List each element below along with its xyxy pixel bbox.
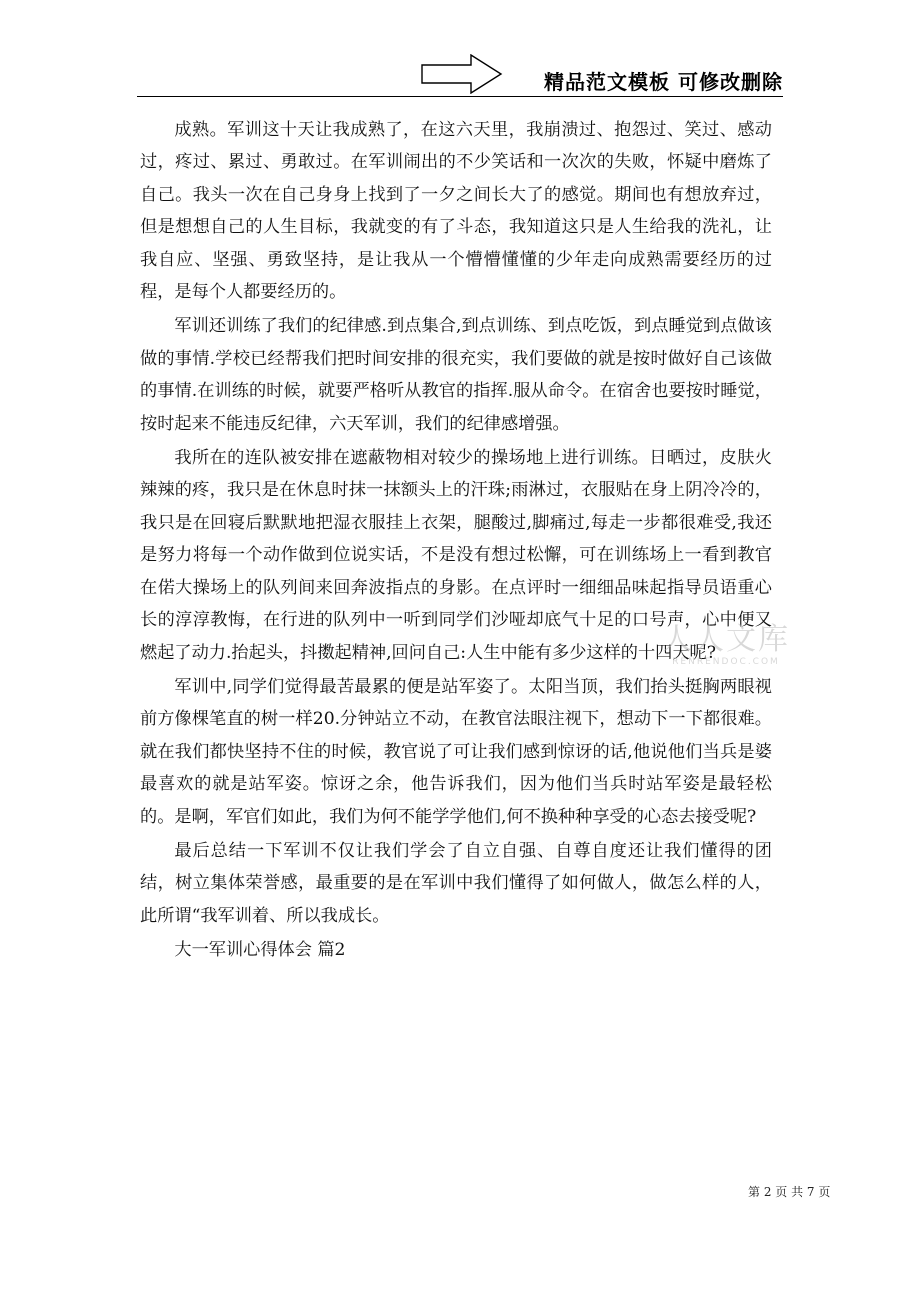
paragraph: 最后总结一下军训不仅让我们学会了自立自强、自尊自度还让我们懂得的团结，树立集体荣誉感，最重要的是在军训中我们懂得了如何做人，做怎么样的人，此所谓“我军训着、所以我成长。 <box>140 840 772 926</box>
watermark-logo: 人人文库 <box>662 622 790 657</box>
paragraph: 我所在的连队被安排在遮蔽物相对较少的操场地上进行训练。日晒过，皮肤火辣辣的疼，我只是在休息时抹一抹额头上的汗珠;雨淋过，衣服贴在身上阴冷冷的，我只是在回寝后默默地把湿衣服挂上衣架，腿酸过,脚痛过,每走一步都很难受,我还是努力将每一个动作做到位说实话，不是没有想过松懈，可在训练场上一看到教官在偌大操场上的队列间来回奔波指点的身影。在点评时一细细品味起指导员语重心长的淳淳教悔，在行进的队列中一听到同学们沙哑却底气十足的口号声，心中便又燃起了动力.抬起头，抖擞起精神,回问自己:人生中能有多少这样的十四天呢? <box>140 448 772 663</box>
right-arrow-icon <box>421 54 503 94</box>
page-header <box>137 50 783 98</box>
watermark <box>662 623 790 667</box>
paragraph: 军训还训练了我们的纪律感.到点集合,到点训练、到点吃饭，到点睡觉到点做该做的事情.学校已经帮我们把时间安排的很充实，我们要做的就是按时做好自己该做的事情.在训练的时候，就要严格听从教官的指挥.服从命令。在宿舍也要按时睡觉，按时起来不能违反纪律，六天军训，我们的纪律感增强。 <box>140 316 772 434</box>
header-divider <box>137 96 783 97</box>
document-body <box>140 114 772 967</box>
header-title: 精品范文模板 可修改删除 <box>544 70 783 94</box>
paragraph: 成熟。军训这十天让我成熟了，在这六天里，我崩溃过、抱怨过、笑过、感动过，疼过、累过、勇敢过。在军训闹出的不少笑话和一次次的失败，怀疑中磨炼了自己。我头一次在自己身身上找到了一夕之间长大了的感觉。期间也有想放弃过，但是想想自己的人生目标，我就变的有了斗态，我知道这只是人生给我的洗礼，让我自应、坚强、勇致坚持，是让我从一个懵懵懂懂的少年走向成熟需要经历的过程，是每个人都要经历的。 <box>140 120 772 303</box>
watermark-url: RENRENDOC.COM <box>672 657 780 667</box>
paragraph: 军训中,同学们觉得最苦最累的便是站军姿了。太阳当顶，我们抬头挺胸两眼视前方像棵笔直的树一样20.分钟站立不动，在教官法眼注视下，想动下一下都很难。就在我们都快坚持不住的时候，教官说了可让我们感到惊讶的话,他说他们当兵是婆最喜欢的就是站军姿。惊讶之余，他告诉我们，因为他们当兵时站军姿是最轻松的。是啊，军官们如此，我们为何不能学学他们,何不换种种享受的心态去接受呢? <box>140 676 772 827</box>
section-heading: 大一军训心得体会 篇2 <box>174 940 346 961</box>
page-number: 第 2 页 共 7 页 <box>748 1185 831 1199</box>
